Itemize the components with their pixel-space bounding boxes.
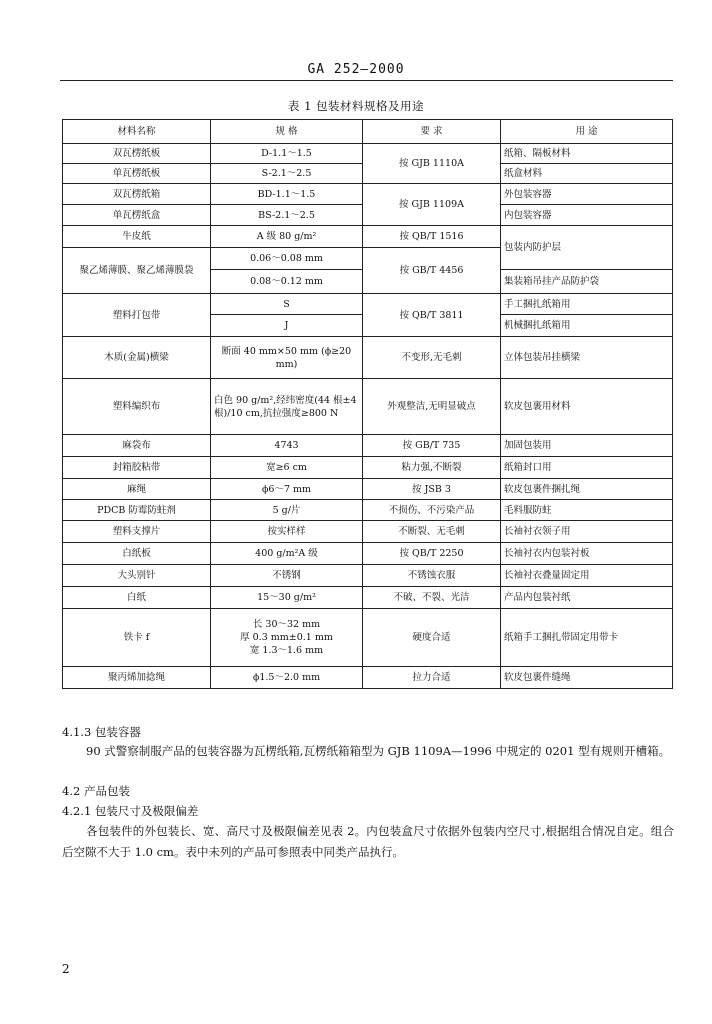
cell-name: 单瓦楞纸盒	[63, 205, 211, 226]
cell-name: 白纸	[63, 587, 211, 609]
cell-use: 纸盒材料	[501, 164, 673, 184]
cell-req: 按 QB/T 2250	[363, 543, 501, 565]
cell-spec: BS-2.1～2.5	[211, 205, 363, 226]
table-row	[63, 609, 673, 667]
cell-req: 按 JSB 3	[363, 479, 501, 500]
table-row	[63, 587, 673, 609]
cell-name: 聚乙烯薄膜、聚乙烯薄膜袋	[63, 248, 211, 294]
cell-use: 纸箱封口用	[501, 457, 673, 479]
cell-req: 按 GJB 1110A	[363, 144, 501, 184]
cell-req: 按 QB/T 1516	[363, 226, 501, 248]
cell-req: 拉力合适	[363, 667, 501, 689]
table-row	[63, 457, 673, 479]
cell-name: 双瓦楞纸板	[63, 144, 211, 164]
cell-use: 软皮包裹件捆扎绳	[501, 479, 673, 500]
cell-req: 不破、不裂、光洁	[363, 587, 501, 609]
section-text-4-1-3: 90 式警察制服产品的包装容器为瓦楞纸箱,瓦楞纸箱箱型为 GJB 1109A—1996 中规定的 0201 型有规则开槽箱。	[86, 744, 671, 758]
table-row	[63, 479, 673, 500]
cell-req: 不断裂、无毛刺	[363, 521, 501, 543]
cell-use: 纸箱手工捆扎带固定用带卡	[501, 609, 673, 667]
table-row	[63, 226, 673, 248]
table-row	[63, 667, 673, 689]
cell-name: 麻绳	[63, 479, 211, 500]
cell-spec: 宽≥6 cm	[211, 457, 363, 479]
cell-name: PDCB 防霉防蛀剂	[63, 500, 211, 521]
header-rule	[60, 80, 673, 81]
cell-use: 纸箱、隔板材料	[501, 144, 673, 164]
cell-use: 加固包装用	[501, 435, 673, 457]
cell-spec: 15～30 g/m²	[211, 587, 363, 609]
cell-name: 双瓦楞纸箱	[63, 184, 211, 205]
cell-name: 白纸板	[63, 543, 211, 565]
cell-spec: 不锈钢	[211, 565, 363, 587]
section-heading-4-2-1: 4.2.1 包装尺寸及极限偏差	[62, 804, 199, 818]
cell-use: 软皮包裹件缝绳	[501, 667, 673, 689]
cell-spec: 按实样样	[211, 521, 363, 543]
cell-spec: D-1.1～1.5	[211, 144, 363, 164]
cell-spec: 400 g/m²A 级	[211, 543, 363, 565]
cell-use: 集装箱吊挂产品防护袋	[501, 270, 673, 294]
cell-name: 木质(金属)横梁	[63, 337, 211, 379]
spec-thickness: 厚 0.3 mm±0.1 mm	[240, 632, 333, 643]
cell-name: 聚丙烯加捻绳	[63, 667, 211, 689]
cell-use: 立体包装吊挂横梁	[501, 337, 673, 379]
cell-use: 手工捆扎纸箱用	[501, 294, 673, 315]
spec-width: 宽 1.3～1.6 mm	[249, 645, 324, 656]
spec-length: 长 30～32 mm	[252, 619, 321, 630]
packaging-materials-table	[62, 119, 673, 689]
cell-use: 外包装容器	[501, 184, 673, 205]
cell-name: 塑料支撑片	[63, 521, 211, 543]
cell-use: 软皮包裹用材料	[501, 379, 673, 435]
table-row	[63, 543, 673, 565]
cell-req: 外观整洁,无明显破点	[363, 379, 501, 435]
cell-spec: ϕ1.5～2.0 mm	[211, 667, 363, 689]
cell-req: 按 QB/T 3811	[363, 294, 501, 337]
table-row	[63, 337, 673, 379]
cell-spec: S-2.1～2.5	[211, 164, 363, 184]
cell-spec: 0.08～0.12 mm	[211, 270, 363, 294]
cell-use: 长袖衬衣领子用	[501, 521, 673, 543]
cell-req: 硬度合适	[363, 609, 501, 667]
cell-use: 内包装容器	[501, 205, 673, 226]
cell-req: 不损伤、不污染产品	[363, 500, 501, 521]
cell-spec: S	[211, 294, 363, 315]
cell-spec: 断面 40 mm×50 mm (ϕ≥20 mm)	[211, 337, 363, 379]
cell-spec: A 级 80 g/m²	[211, 226, 363, 248]
cell-req: 不锈蚀衣服	[363, 565, 501, 587]
standard-code-header: GA 252—2000	[307, 62, 405, 77]
cell-req: 粘力强,不断裂	[363, 457, 501, 479]
cell-name: 麻袋布	[63, 435, 211, 457]
table-row	[63, 144, 673, 164]
cell-spec: 4743	[211, 435, 363, 457]
table-row	[63, 500, 673, 521]
cell-name: 牛皮纸	[63, 226, 211, 248]
cell-spec: 0.06～0.08 mm	[211, 248, 363, 270]
cell-use: 机械捆扎纸箱用	[501, 315, 673, 337]
cell-req: 不变形,无毛刺	[363, 337, 501, 379]
cell-name: 封箱胶粘带	[63, 457, 211, 479]
section-text-4-2-1: 各包装件的外包装长、宽、高尺寸及极限偏差见表 2。内包装盒尺寸依据外包装内空尺寸,根据组合情况自定。组合后空隙不大于 1.0 cm。表中未列的产品可参照表中同类产品执行。	[62, 824, 674, 859]
cell-name: 铁卡 f	[63, 609, 211, 667]
cell-spec: BD-1.1～1.5	[211, 184, 363, 205]
cell-use: 毛料服防蛀	[501, 500, 673, 521]
table-row	[63, 294, 673, 315]
cell-use: 长袖衬衣内包装衬板	[501, 543, 673, 565]
header-spec: 规 格	[211, 120, 363, 144]
cell-req: 按 GB/T 4456	[363, 248, 501, 294]
cell-req: 按 GJB 1109A	[363, 184, 501, 226]
cell-use: 包装内防护层	[501, 226, 673, 270]
table-header-row	[63, 120, 673, 144]
cell-name: 大头别针	[63, 565, 211, 587]
table-row	[63, 521, 673, 543]
cell-use: 产品内包装衬纸	[501, 587, 673, 609]
cell-spec: J	[211, 315, 363, 337]
cell-req: 按 GB/T 735	[363, 435, 501, 457]
section-heading-4-1-3: 4.1.3 包装容器	[62, 725, 141, 739]
cell-spec: ϕ6～7 mm	[211, 479, 363, 500]
cell-name: 单瓦楞纸板	[63, 164, 211, 184]
table-caption: 表 1 包装材料规格及用途	[287, 99, 425, 113]
table-row	[63, 379, 673, 435]
table-row	[63, 565, 673, 587]
table-row	[63, 184, 673, 205]
header-requirement: 要 求	[363, 120, 501, 144]
cell-use: 长袖衬衣叠量固定用	[501, 565, 673, 587]
table-row	[63, 435, 673, 457]
section-heading-4-2: 4.2 产品包装	[62, 784, 130, 798]
page-number: 2	[62, 962, 70, 976]
cell-spec: 白色 90 g/m²,经纬密度(44 根±4 根)/10 cm,抗拉强度≥800 N	[211, 379, 363, 435]
header-usage: 用 途	[501, 120, 673, 144]
cell-spec-multiline	[211, 609, 363, 667]
cell-name: 塑料编织布	[63, 379, 211, 435]
header-material-name: 材料名称	[63, 120, 211, 144]
cell-spec: 5 g/片	[211, 500, 363, 521]
cell-name: 塑料打包带	[63, 294, 211, 337]
